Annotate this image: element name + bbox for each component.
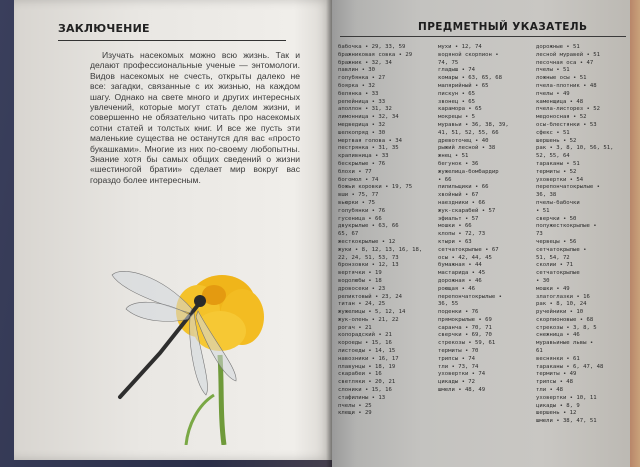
index-entry: ложные осы • 51	[536, 75, 587, 82]
index-entry: шмели • 38, 47, 51	[536, 418, 597, 425]
index-entry: цикады • 72	[438, 379, 476, 386]
index-entry: тараканы • 51	[536, 160, 580, 167]
index-entry: мошки • 66	[438, 223, 472, 230]
index-entry: роющая • 46	[438, 285, 476, 292]
index-entry: светляки • 20, 21	[338, 379, 396, 386]
index-entry: 51, 54, 72	[536, 254, 570, 261]
index-entry: жужелица-бомбардир	[438, 168, 499, 175]
index-entry: 36, 38	[536, 192, 557, 199]
index-entry: каменщица • 48	[536, 98, 584, 105]
index-entry: 41, 51, 52, 55, 66	[438, 129, 499, 136]
index-entry: дорожные • 51	[536, 44, 580, 50]
index-entry: бегунок • 36	[438, 160, 479, 167]
index-entry: мокрецы • 5	[438, 114, 476, 121]
index-entry: пчелы • 51	[536, 67, 570, 74]
index-entry: пчелы • 49	[536, 90, 570, 97]
right-page-title: ПРЕДМЕТНЫЙ УКАЗАТЕЛЬ	[418, 21, 588, 33]
index-entry: дорожная • 46	[438, 277, 482, 284]
index-entry: голубянки • 76	[338, 207, 386, 214]
index-entry: жуки • 8, 12, 13, 16, 18,	[338, 246, 423, 253]
index-entry: саранча • 70, 71	[438, 324, 492, 331]
index-column-2	[438, 44, 530, 395]
index-entry: жук-скарабей • 57	[438, 207, 496, 214]
index-entry: мастарида • 45	[438, 270, 486, 277]
index-entry: божьи коровки • 19, 75	[338, 184, 413, 191]
index-entry: трипсы • 48	[536, 379, 574, 386]
index-entry: титан • 24, 25	[338, 301, 386, 308]
index-entry: древоточец • 40	[438, 137, 489, 144]
index-entry: стрекозы • 59, 61	[438, 340, 496, 347]
index-entry: голубянка • 27	[338, 75, 386, 82]
index-entry: навозники • 16, 17	[338, 355, 399, 362]
dragonfly-head	[194, 295, 206, 307]
left-page-header	[58, 18, 286, 41]
index-entry: крапивница • 33	[338, 153, 389, 160]
index-entry: цикады • 8, 9	[536, 402, 580, 409]
index-entry: ручейники • 10	[536, 309, 584, 316]
index-entry: колорадский • 21	[338, 332, 392, 339]
index-entry: комары • 63, 65, 68	[438, 75, 502, 82]
index-entry: клещи • 29	[338, 410, 372, 417]
index-entry: 73	[536, 231, 543, 238]
index-entry: снежница • 46	[536, 332, 580, 339]
index-entry: белянка • 33	[338, 90, 379, 97]
index-entry: полужесткокрылые •	[536, 223, 597, 230]
index-entry: гладыш • 74	[438, 67, 476, 74]
right-page	[332, 0, 632, 467]
dragonfly-flower-illustration	[102, 245, 282, 445]
index-entry: лесной муравей • 51	[536, 51, 600, 58]
index-entry: рогач • 21	[338, 324, 372, 331]
index-entry: бескрылые • 76	[338, 160, 386, 167]
index-entry: термиты • 52	[536, 168, 577, 175]
index-entry: дровосеки • 23	[338, 285, 386, 292]
index-entry: плавунцы • 18, 19	[338, 363, 396, 370]
conclusion-text	[90, 50, 300, 185]
index-entry: • 51	[536, 207, 550, 214]
index-entry: жужелицы • 5, 12, 14	[338, 309, 406, 316]
index-entry: пчелы-бабочки	[536, 199, 580, 206]
index-entry: водяной скорпион •	[438, 51, 499, 58]
index-entry: 52, 55, 64	[536, 153, 570, 160]
index-entry: мошки • 49	[536, 285, 570, 292]
index-entry: вертячки • 19	[338, 270, 382, 277]
index-entry: осы-блестянки • 53	[536, 121, 597, 128]
index-entry: сверчки • 69, 70	[438, 332, 492, 339]
index-entry: трипсы • 74	[438, 355, 476, 362]
index-entry: уховертки • 54	[536, 176, 584, 183]
index-entry: бабочка • 29, 33, 59	[338, 44, 406, 50]
index-entry: сфекс • 51	[536, 129, 570, 136]
index-entry: хвойный • 67	[438, 192, 479, 199]
index-entry: слоники • 15, 16	[338, 387, 392, 394]
left-page-title: ЗАКЛЮЧЕНИЕ	[58, 22, 150, 35]
index-column-1	[338, 44, 430, 418]
left-page	[14, 0, 332, 460]
index-entry: бронзовки • 12, 13	[338, 262, 399, 269]
index-column-3	[536, 44, 628, 426]
index-entry: сколии • 71	[536, 262, 574, 269]
index-entry: аполлон • 31, 32	[338, 106, 392, 113]
flower-leaf	[186, 395, 214, 445]
index-entry: жесткокрылые • 12	[338, 238, 396, 245]
index-entry: прямокрылые • 69	[438, 316, 492, 323]
index-entry: боярка • 32	[338, 82, 376, 89]
index-entry: • 66	[438, 176, 452, 183]
index-entry: ктыри • 63	[438, 238, 472, 245]
index-entry: бражниковая совка • 29	[338, 51, 413, 58]
index-entry: рак • 8, 10, 24	[536, 301, 587, 308]
index-entry: карамора • 65	[438, 106, 482, 113]
index-entry: 61	[536, 348, 543, 355]
index-entry: блохи • 77	[338, 168, 372, 175]
index-entry: павлин • 30	[338, 67, 376, 74]
conclusion-paragraph: Изучать насекомых можно всю жизнь. Так и делают профессиональные ученые — энтомологи. Видов насекомых не счесть, открыты далеко не все: загадки, связанные с их жизнью, на каждом шагу. Однако на свете много и других интересных увлечений, которые могут стать делом жизни, и совершенно не обязательно читать про насекомых сотни статей и толстых книг. И все же пусть эти маленькие существа не останутся для вас «просто букашками». Многие из них по-своему любопытны. Знание хотя бы самых общих сведений о жизни «шестиногой братии» сделает мир вокруг вас гораздо более интересным.	[90, 50, 300, 185]
index-entry: червецы • 56	[536, 238, 577, 245]
index-entry: поденки • 76	[438, 309, 479, 316]
index-entry: вши • 75, 77	[338, 192, 379, 199]
index-entry: осы • 42, 44, 45	[438, 254, 492, 261]
index-entry: 22, 24, 51, 53, 73	[338, 254, 399, 261]
index-entry: шмели • 48, 49	[438, 387, 486, 394]
index-entry: скорпионовые • 68	[536, 316, 594, 323]
index-entry: водолюбы • 18	[338, 277, 382, 284]
index-entry: сверчки • 50	[536, 215, 577, 222]
index-entry: термиты • 49	[536, 371, 577, 378]
index-entry: пестрянка • 31, 35	[338, 145, 399, 152]
index-entry: златоглазки • 16	[536, 293, 590, 300]
index-entry: мертвая голова • 34	[338, 137, 402, 144]
index-entry: сетчатокрылые • 67	[438, 246, 499, 253]
index-entry: мухи • 12, 74	[438, 44, 482, 50]
index-entry: пчела-плотник • 48	[536, 82, 597, 89]
index-entry: веснянки • 61	[536, 355, 580, 362]
index-entry: стафилины • 13	[338, 394, 386, 401]
index-entry: богомол • 74	[338, 176, 379, 183]
index-entry: сетчатокрылые •	[536, 246, 587, 253]
index-entry: короеды • 15, 16	[338, 340, 392, 347]
index-entry: пчелы • 25	[338, 402, 372, 409]
right-page-header	[340, 16, 626, 37]
index-entry: малярийный • 65	[438, 82, 489, 89]
index-entry: листоеды • 14, 15	[338, 348, 396, 355]
index-entry: бумажная • 44	[438, 262, 482, 269]
index-entry: термиты • 70	[438, 348, 479, 355]
index-entry: скарабеи • 16	[338, 371, 382, 378]
book-edge	[630, 0, 640, 467]
index-entry: тли • 48	[536, 387, 563, 394]
index-entry: 74, 75	[438, 59, 459, 66]
index-entry: • 30	[536, 277, 550, 284]
index-entry: 65, 67	[338, 231, 359, 238]
index-entry: рак • 3, 8, 10, 56, 51,	[536, 145, 614, 152]
index-entry: жук-олень • 21, 22	[338, 316, 399, 323]
index-entry: муравьиные львы •	[536, 340, 594, 347]
index-entry: уховертки • 10, 11	[536, 394, 597, 401]
index-entry: звонец • 65	[438, 98, 476, 105]
index-entry: пилильщики • 66	[438, 184, 489, 191]
index-entry: медоносная • 52	[536, 114, 587, 121]
index-entry: уховертки • 74	[438, 371, 486, 378]
index-entry: пискун • 65	[438, 90, 476, 97]
index-entry: шелкопряд • 30	[338, 129, 386, 136]
index-entry: вьюрки • 75	[338, 199, 376, 206]
index-entry: гусеница • 66	[338, 215, 382, 222]
index-entry: медведица • 32	[338, 121, 386, 128]
index-entry: стрекозы • 3, 8, 5	[536, 324, 597, 331]
index-entry: жнец • 51	[438, 153, 469, 160]
index-entry: тараканы • 6, 47, 48	[536, 363, 604, 370]
index-entry: наездники • 66	[438, 199, 486, 206]
index-entry: тли • 73, 74	[438, 363, 479, 370]
index-entry: муравьи • 36, 38, 39,	[438, 121, 509, 128]
index-entry: рыжий лесной • 38	[438, 145, 496, 152]
index-entry: перепончатокрылые •	[536, 184, 600, 191]
index-entry: эфиальт • 57	[438, 215, 479, 222]
index-entry: клопы • 72, 73	[438, 231, 486, 238]
index-entry: лимонница • 32, 34	[338, 114, 399, 121]
index-entry: пчела-листорез • 52	[536, 106, 600, 113]
index-entry: реликтовый • 23, 24	[338, 293, 402, 300]
index-entry: шершень • 12	[536, 410, 577, 417]
index-columns	[338, 44, 628, 467]
index-entry: репейница • 33	[338, 98, 386, 105]
index-entry: перепончатокрылые •	[438, 293, 502, 300]
index-entry: песочная оса • 47	[536, 59, 594, 66]
index-entry: двукрылые • 63, 66	[338, 223, 399, 230]
index-entry: бражник • 32, 34	[338, 59, 392, 66]
index-entry: 36, 55	[438, 301, 459, 308]
index-entry: шершень • 52	[536, 137, 577, 144]
index-entry: сетчатокрылые	[536, 270, 580, 277]
